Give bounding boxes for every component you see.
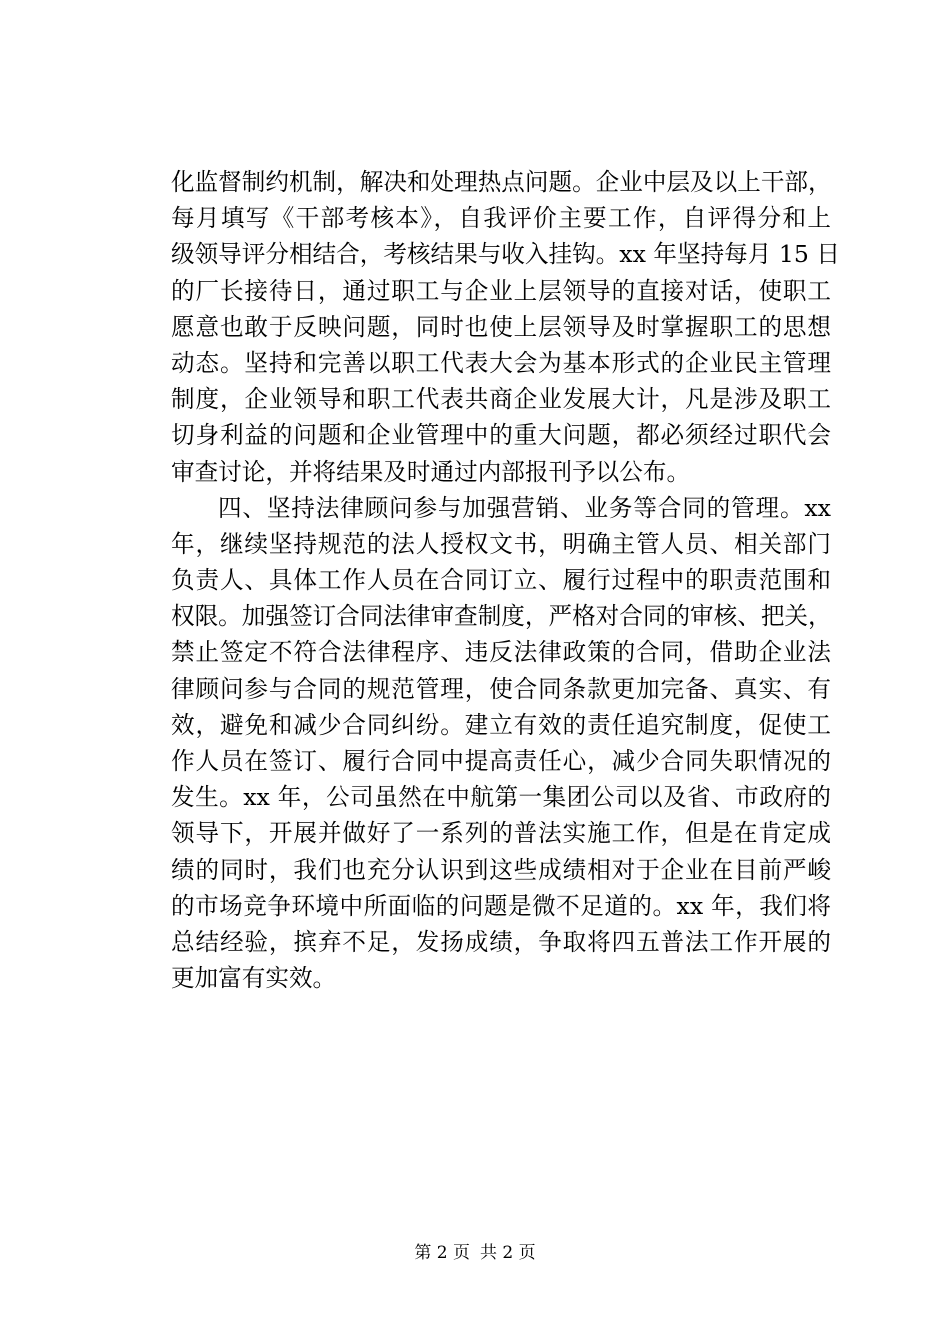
- text-line: 发生。xx 年，公司虽然在中航第一集团公司以及省、市政府的: [171, 783, 831, 812]
- text-line: 每月填写《干部考核本》，自我评价主要工作，自评得分和上: [171, 204, 831, 233]
- document-body: [171, 164, 840, 996]
- text-line: 级领导评分相结合，考核结果与收入挂钩。xx 年坚持每月 15 日: [171, 240, 840, 269]
- text-line: 负责人、具体工作人员在合同订立、履行过程中的职责范围和: [171, 566, 831, 595]
- text-line: 四、坚持法律顾问参与加强营销、业务等合同的管理。xx: [218, 493, 831, 522]
- text-line: 更加富有实效。: [171, 964, 337, 993]
- text-line: 化监督制约机制，解决和处理热点问题。企业中层及以上干部，: [171, 168, 832, 196]
- text-line: 绩的同时，我们也充分认识到这些成绩相对于企业在目前严峻: [171, 855, 831, 884]
- text-line: 禁止签定不符合法律程序、违反法律政策的合同，借助企业法: [171, 638, 831, 667]
- page-total: 共 2 页: [480, 1243, 536, 1263]
- text-line: 的市场竞争环境中所面临的问题是微不足道的。xx 年，我们将: [171, 891, 831, 920]
- text-line: 愿意也敢于反映问题，同时也使上层领导及时掌握职工的思想: [171, 312, 831, 341]
- text-line: 动态。坚持和完善以职工代表大会为基本形式的企业民主管理: [171, 348, 831, 377]
- text-line: 领导下，开展并做好了一系列的普法实施工作，但是在肯定成: [171, 819, 831, 848]
- paragraph-1: [171, 164, 840, 490]
- text-line: 审查讨论，并将结果及时通过内部报刊予以公布。: [171, 457, 691, 486]
- text-line: 的厂长接待日，通过职工与企业上层领导的直接对话，使职工: [171, 276, 831, 305]
- text-line: 律顾问参与合同的规范管理，使合同条款更加完备、真实、有: [171, 674, 831, 703]
- text-line: 总结经验，摈弃不足，发扬成绩，争取将四五普法工作开展的: [171, 927, 831, 956]
- text-line: 效，避免和减少合同纠纷。建立有效的责任追究制度，促使工: [171, 710, 831, 739]
- text-line: 切身利益的问题和企业管理中的重大问题，都必须经过职代会: [171, 421, 831, 450]
- text-line: 制度，企业领导和职工代表共商企业发展大计，凡是涉及职工: [171, 385, 831, 414]
- text-line: 作人员在签订、履行合同中提高责任心，减少合同失职情况的: [171, 747, 831, 775]
- text-line: 年，继续坚持规范的法人授权文书，明确主管人员、相关部门: [171, 529, 831, 558]
- page-footer: [0, 1240, 950, 1266]
- text-line: 权限。加强签订合同法律审查制度，严格对合同的审核、把关，: [171, 602, 832, 631]
- paragraph-2: [171, 490, 831, 997]
- page-number: 第 2 页: [414, 1243, 470, 1263]
